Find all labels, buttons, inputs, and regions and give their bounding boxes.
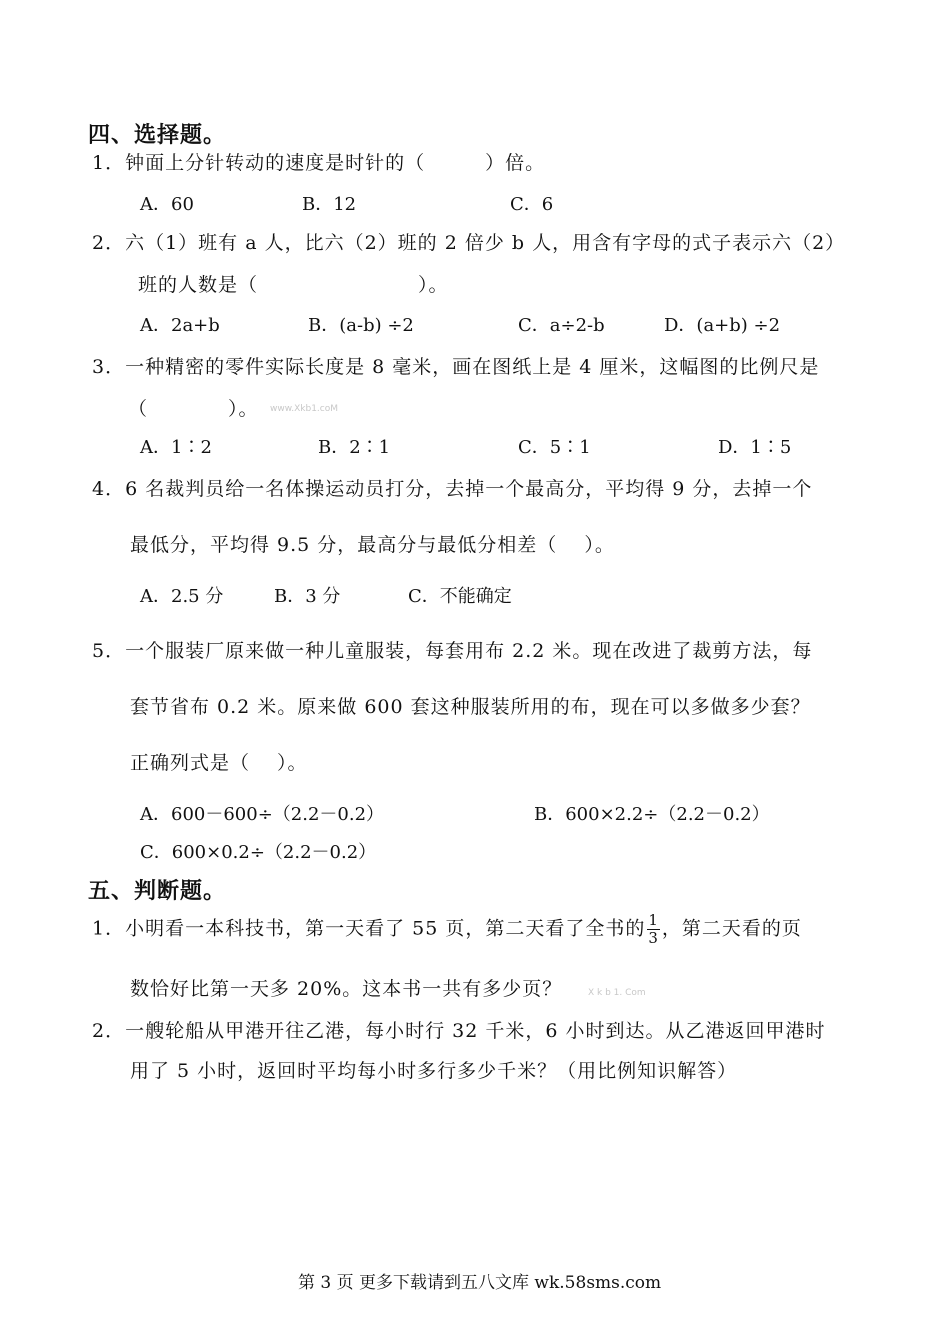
q4-2-option-d: D．(a+b) ÷2 [664,315,781,336]
q4-2-option-a: A．2a+b [140,315,220,336]
q5-1-line1-pre: 1．小明看一本科技书，第一天看了 55 页，第二天看了全书的 [92,917,646,940]
q4-3-option-b: B．2∶1 [318,437,391,458]
q4-2-option-b: B．(a-b) ÷2 [308,315,414,336]
q4-3-option-d: D．1∶5 [718,437,792,458]
q4-5-option-a: A．600－600÷（2.2－0.2） [140,804,385,825]
fraction-denominator: 3 [648,929,659,947]
watermark-1: www.Xkb1.coM [270,404,339,414]
q4-5-option-b: B．600×2.2÷（2.2－0.2） [534,804,770,825]
q4-1-option-b: B．12 [302,194,357,215]
q4-3-line1: 3．一种精密的零件实际长度是 8 毫米，画在图纸上是 4 厘米，这幅图的比例尺是 [92,356,820,378]
q4-1-option-a: A．60 [140,194,194,215]
q4-1-option-c: C．6 [510,194,554,215]
q5-2-line2: 用了 5 小时，返回时平均每小时多行多少千米？（用比例知识解答） [130,1060,738,1082]
q4-2-line2: 班的人数是（ ）。 [138,274,449,296]
q4-3-option-c: C．5∶1 [518,437,591,458]
q4-1-text: 1．钟面上分针转动的速度是时针的（ ）倍。 [92,152,546,174]
q4-4-option-a: A．2.5 分 [140,586,224,607]
q4-3-option-a: A．1∶2 [140,437,212,458]
q4-4-line1: 4．6 名裁判员给一名体操运动员打分，去掉一个最高分，平均得 9 分，去掉一个 [92,478,813,500]
q4-4-line2: 最低分，平均得 9.5 分，最高分与最低分相差（ ）。 [130,534,615,556]
q4-5-option-c: C．600×0.2÷（2.2－0.2） [140,842,377,863]
q4-4-option-c: C．不能确定 [408,586,512,607]
section-5-title: 五、判断题。 [88,878,227,904]
q4-5-line1: 5．一个服装厂原来做一种儿童服装，每套用布 2.2 米。现在改进了裁剪方法，每 [92,640,813,662]
page-footer: 第 3 页 更多下载请到五八文库 wk.58sms.com [298,1273,662,1293]
q5-1-line2: 数恰好比第一天多 20%。这本书一共有多少页？ [130,978,563,1000]
q5-1-line1-post: ，第二天看的页 [661,917,802,940]
q4-2-line1: 2．六（1）班有 a 人，比六（2）班的 2 倍少 b 人，用含有字母的式子表示六（2） [92,232,846,254]
one-third-fraction [647,912,660,947]
q4-2-option-c: C．a÷2-b [518,315,605,336]
q5-1-line1 [92,912,802,947]
q4-5-line3: 正确列式是（ ）。 [130,752,308,774]
fraction-numerator: 1 [648,911,659,929]
section-4-title: 四、选择题。 [88,122,227,148]
q4-3-line2: （ ）。 [128,398,259,420]
q4-4-option-b: B．3 分 [274,586,341,607]
watermark-2: X k b 1. Com [588,988,646,998]
q4-5-line2: 套节省布 0.2 米。原来做 600 套这种服装所用的布，现在可以多做多少套？ [130,696,811,718]
q5-2-line1: 2．一艘轮船从甲港开往乙港，每小时行 32 千米，6 小时到达。从乙港返回甲港时 [92,1020,826,1042]
